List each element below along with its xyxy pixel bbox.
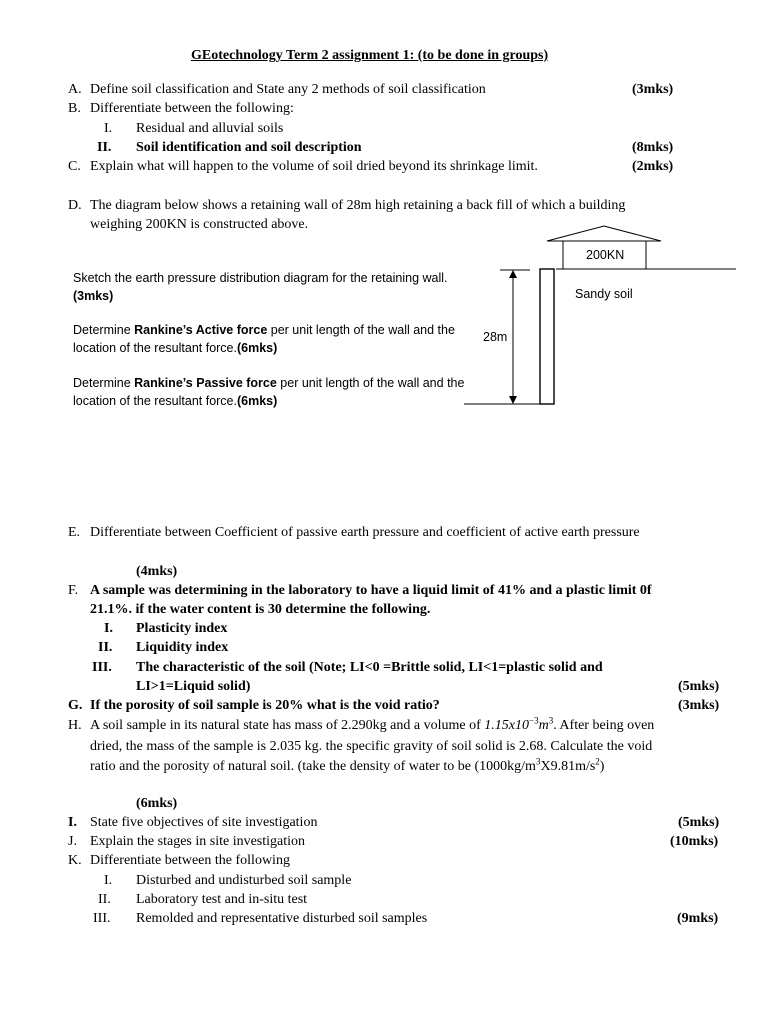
question-h-marks: (6mks) bbox=[136, 796, 178, 811]
question-a-text: Define soil classification and State any 2 methods of soil classification bbox=[90, 82, 486, 97]
arrow-up bbox=[509, 270, 517, 278]
question-f-item-3-text: The characteristic of the soil (Note; LI<0 =Brittle solid, LI<1=plastic solid and bbox=[136, 660, 603, 675]
question-f-item-1-text: Plasticity index bbox=[136, 621, 228, 636]
soil-label: Sandy soil bbox=[575, 287, 633, 301]
question-d-label: D. bbox=[68, 198, 82, 213]
question-d-sub2-line2: location of the resultant force.(6mks) bbox=[73, 341, 278, 355]
question-i-marks: (5mks) bbox=[678, 815, 720, 830]
height-label: 28m bbox=[483, 330, 508, 344]
question-c-label: C. bbox=[68, 159, 81, 174]
question-f-label: F. bbox=[68, 583, 79, 598]
question-h-line3: ratio and the porosity of natural soil. (take the density of water to be $(1000kg/m^3X9.81m/s^2)$ bbox=[90, 756, 605, 774]
question-c-marks: (2mks) bbox=[632, 159, 674, 174]
question-c-text: Explain what will happen to the volume of soil dried beyond its shrinkage limit. bbox=[90, 159, 538, 174]
question-k-item-3-text: Remolded and representative disturbed soil samples bbox=[136, 911, 428, 926]
question-b-marks: (8mks) bbox=[632, 140, 674, 155]
question-k-item-1-text: Disturbed and undisturbed soil sample bbox=[136, 873, 352, 888]
question-b-item-1-num: I. bbox=[104, 121, 113, 136]
question-i-label: I. bbox=[68, 815, 77, 830]
question-g-marks: (3mks) bbox=[678, 698, 720, 713]
question-d-sub3-line2: location of the resultant force.(6mks) bbox=[73, 394, 278, 408]
question-j-text: Explain the stages in site investigation bbox=[90, 834, 306, 849]
question-b-text: Differentiate between the following: bbox=[90, 101, 294, 116]
question-a-marks: (3mks) bbox=[632, 82, 674, 97]
question-i-text: State five objectives of site investigation bbox=[90, 815, 318, 830]
question-g-text: If the porosity of soil sample is 20% what is the void ratio? bbox=[90, 698, 440, 713]
question-e-text: Differentiate between Coefficient of passive earth pressure and coefficient of active earth pressure bbox=[90, 525, 640, 540]
question-b-label: B. bbox=[68, 101, 81, 116]
question-k-marks: (9mks) bbox=[677, 911, 719, 926]
question-f-line2: 21.1%. if the water content is 30 determine the following. bbox=[90, 602, 431, 617]
question-d-sub3-line1: Determine Rankine’s Passive force per unit length of the wall and the bbox=[73, 376, 465, 390]
document-title: GEotechnology Term 2 assignment 1: (to be done in groups) bbox=[191, 48, 549, 63]
question-f-item-2-num: II. bbox=[98, 640, 113, 655]
question-k-item-2-num: II. bbox=[98, 892, 111, 907]
question-k-item-3-num: III. bbox=[93, 911, 111, 926]
question-h-line2: dried, the mass of the sample is 2.035 kg. the specific gravity of soil solid is 2.68. Calculate the void bbox=[90, 739, 653, 754]
question-g-label: G. bbox=[68, 698, 83, 713]
question-f-marks: (5mks) bbox=[678, 679, 720, 694]
question-a-label: A. bbox=[68, 82, 82, 97]
question-k-text: Differentiate between the following bbox=[90, 853, 290, 868]
question-d-line2: weighing 200KN is constructed above. bbox=[90, 217, 309, 232]
question-b-item-2-num: II. bbox=[97, 140, 112, 155]
question-e-marks: (4mks) bbox=[136, 564, 178, 579]
question-d-sub1-line1: Sketch the earth pressure distribution diagram for the retaining wall. bbox=[73, 271, 448, 285]
building-roof bbox=[547, 226, 661, 241]
arrow-down bbox=[509, 396, 517, 404]
question-k-item-2-text: Laboratory test and in-situ test bbox=[136, 892, 308, 907]
question-d-line1: The diagram below shows a retaining wall of 28m high retaining a back fill of which a building bbox=[90, 198, 626, 213]
question-f-item-1-num: I. bbox=[104, 621, 113, 636]
question-f-item-3-line2: LI>1=Liquid solid) bbox=[136, 679, 251, 694]
question-d-sub2-line1: Determine Rankine’s Active force per unit length of the wall and the bbox=[73, 323, 455, 337]
question-f-item-2-text: Liquidity index bbox=[136, 640, 229, 655]
question-j-label: J. bbox=[68, 834, 77, 849]
question-e-label: E. bbox=[68, 525, 81, 540]
question-k-item-1-num: I. bbox=[104, 873, 113, 888]
question-b-item-1-text: Residual and alluvial soils bbox=[136, 121, 284, 136]
question-f-item-3-num: III. bbox=[92, 660, 112, 675]
question-f-line1: A sample was determining in the laboratory to have a liquid limit of 41% and a plastic limit 0f bbox=[90, 583, 652, 598]
question-h-label: H. bbox=[68, 718, 82, 733]
question-d-sub1-marks: (3mks) bbox=[73, 289, 114, 303]
building-load-label: 200KN bbox=[586, 248, 625, 262]
retaining-wall bbox=[540, 269, 554, 404]
question-j-marks: (10mks) bbox=[670, 834, 719, 849]
question-b-item-2-text: Soil identification and soil description bbox=[136, 140, 362, 155]
question-h-line1: A soil sample in its natural state has mass of 2.290kg and a volume of $1.15x10^{-3}m^3$. After being oven bbox=[90, 715, 655, 733]
question-k-label: K. bbox=[68, 853, 82, 868]
